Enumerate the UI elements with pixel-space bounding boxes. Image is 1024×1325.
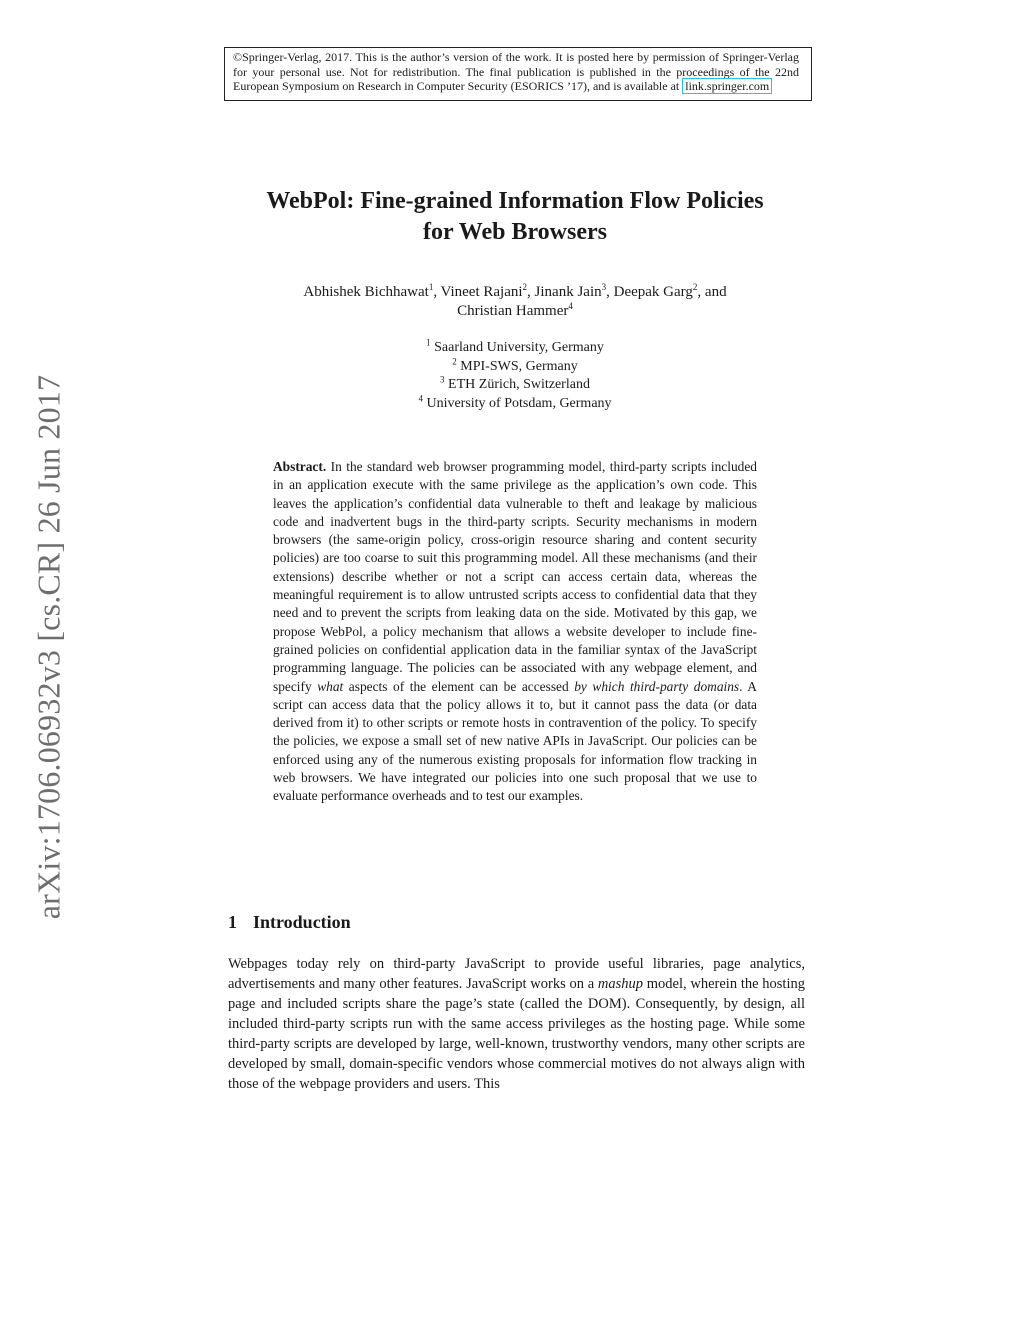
affiliation-name: University of Potsdam, Germany	[426, 395, 612, 411]
author-name: Christian Hammer	[457, 303, 569, 319]
affiliation-name: Saarland University, Germany	[434, 340, 604, 355]
body-emphasis: mashup	[597, 976, 644, 992]
abstract-text: In the standard web browser programming model, third-party scripts included in an application execute with the same privilege as the application’s own code. This leaves the application’s confidential data vulnerable to theft and leakage by malicious code and inadvertent bugs in the third-party scripts. Security mechanisms in modern browsers (the same-origin policy, cross-origin resource sharing and content security policies) are too coarse to suit this programming model. All these mechanisms (and their extensions) describe whether or not a script can access certain data, whereas the meaningful requirement is to allow untrusted scripts access to confidential data that they need and to prevent the scripts from leaking data on the side. Motivated by this gap, we propose WebPol, a policy mechanism that allows a website developer to include fine-grained policies on confidential application data in the familiar syntax of the JavaScript programming language. The policies can be associated with any webpage element, and specify	[273, 459, 757, 694]
arxiv-identifier-watermark	[24, 355, 74, 940]
abstract-emphasis: by which third-party domains	[574, 678, 740, 694]
body-text: model, wherein the hosting page and included scripts share the page’s state (called the DOM). Consequently, by design, all included third-party scripts run with the same access privileges as the hosting page. While some third-party scripts are developed by large, well-known, trustworthy vendors, many other scripts are developed by small, domain-specific vendors whose commercial motives do not always align with those of the webpage providers and users. This	[228, 976, 805, 1092]
abstract	[273, 458, 757, 806]
affiliation-item	[300, 392, 730, 414]
section-heading	[228, 912, 351, 933]
author-separator: ,	[433, 284, 441, 300]
introduction-paragraph	[228, 954, 805, 1094]
copyright-notice	[224, 47, 812, 101]
abstract-label: Abstract.	[273, 459, 327, 474]
affiliation-item	[300, 339, 730, 358]
author-affiliation-mark: 2	[692, 282, 698, 292]
author-name: Jinank Jain	[534, 284, 602, 300]
author-separator: ,	[606, 284, 614, 300]
affiliation-mark: 1	[426, 337, 431, 348]
author-name: Abhishek Bichhawat	[303, 284, 429, 300]
copyright-text: ©Springer-Verlag, 2017. This is the author’s version of the work. It is posted here by permission of Springer-Verlag for your personal use. Not for redistribution. The final publication is published in the proceedings of the 22nd European Symposium on Research in Computer Security (ESORICS ’17), and is available at	[233, 50, 799, 93]
author-affiliation-mark: 1	[428, 282, 434, 292]
author-affiliation-mark: 4	[568, 301, 573, 311]
affiliation-mark: 4	[418, 392, 423, 403]
springer-link[interactable]: link.springer.com	[682, 78, 772, 94]
author-name: Vineet Rajani	[440, 284, 523, 300]
affiliation-mark: 2	[452, 355, 457, 366]
section-title: Introduction	[253, 912, 351, 932]
affiliation-list	[300, 339, 730, 413]
abstract-text: aspects of the element can be accessed	[343, 678, 575, 694]
title-line-2: for Web Browsers	[423, 219, 607, 245]
affiliation-name: MPI-SWS, Germany	[460, 358, 578, 374]
abstract-emphasis: what	[317, 678, 344, 694]
body-text: Webpages today rely on third-party JavaScript to provide useful libraries, page analytics, advertisements and many other features. JavaScript works on a	[228, 956, 805, 992]
author-affiliation-mark: 2	[522, 282, 528, 292]
author-separator: ,	[527, 284, 535, 300]
author-affiliation-mark: 3	[601, 282, 607, 292]
section-number: 1	[228, 912, 237, 932]
affiliation-mark: 3	[440, 374, 445, 385]
abstract-text: . A script can access data that the policy allows it to, but it cannot pass the data (or data derived from it) to other scripts or remote hosts in contravention of the policy. To specify the policies, we expose a small set of new native APIs in JavaScript. Our policies can be enforced using any of the numerous existing proposals for information flow tracking in web browsers. We have integrated our policies into one such proposal that we use to evaluate performance overheads and to test our examples.	[273, 678, 757, 804]
paper-title	[200, 186, 830, 248]
author-list	[220, 283, 810, 321]
arxiv-identifier: arXiv:1706.06932v3 [cs.CR] 26 Jun 2017	[30, 374, 67, 920]
author-separator: , and	[697, 284, 727, 300]
author-name: Deepak Garg	[613, 284, 693, 300]
affiliation-item	[300, 355, 730, 377]
affiliation-item	[300, 376, 730, 395]
title-line-1: WebPol: Fine-grained Information Flow Policies	[266, 188, 764, 214]
affiliation-name: ETH Zürich, Switzerland	[448, 377, 590, 392]
